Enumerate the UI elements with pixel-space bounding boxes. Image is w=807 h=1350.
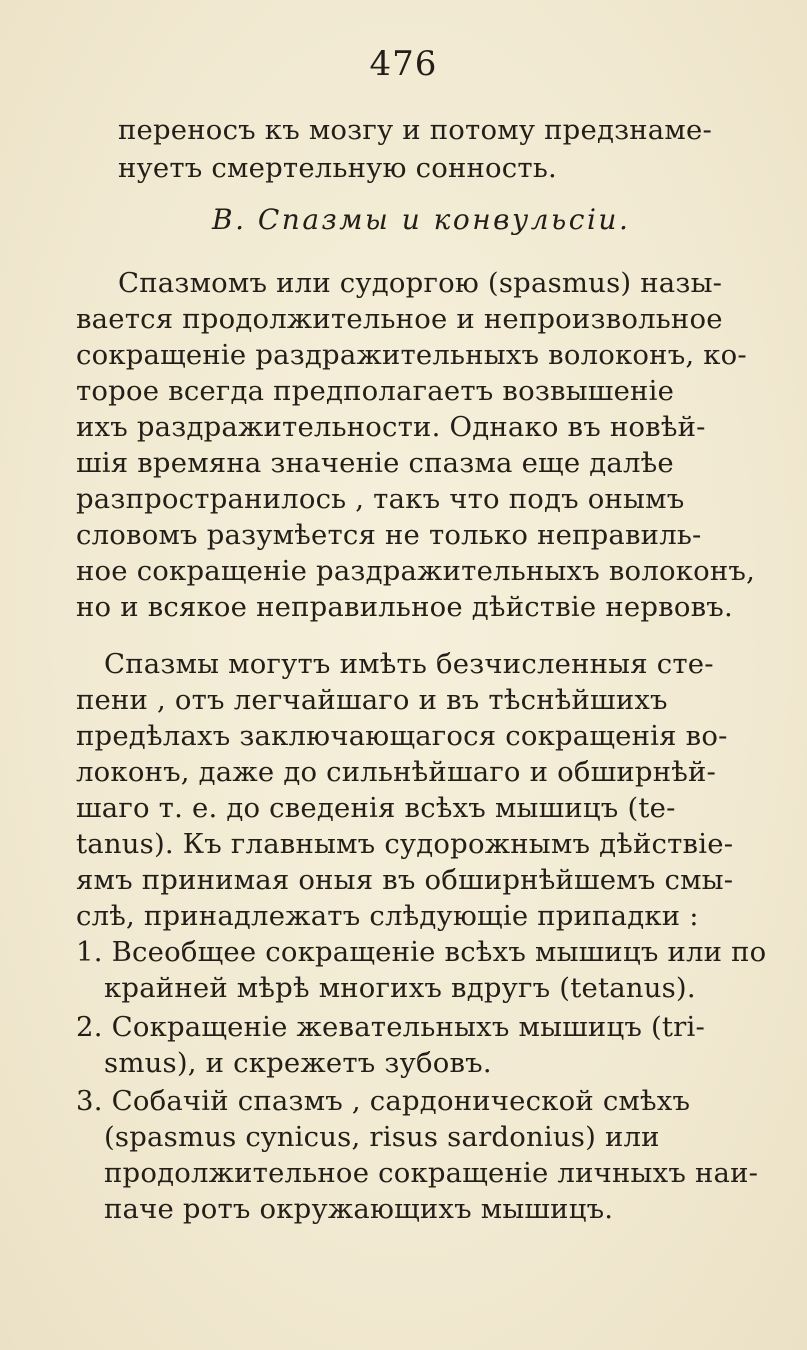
text-line-20: ямъ принимая оныя въ обширнѣйшемъ смы- [76, 864, 734, 896]
text-line-15: пени , отъ легчайшаго и въ тѣснѣйшихъ [76, 684, 668, 716]
text-line-12: ное сокращеніе раздражительныхъ волоконъ, [76, 555, 756, 587]
text-line-6: сокращеніе раздражительныхъ волоконъ, ко- [76, 339, 747, 371]
text-line-9: шія времяна значеніе спазма еще далѣе [76, 447, 674, 479]
text-line-5: вается продолжительное и непроизвольное [76, 303, 723, 335]
list-item-2-line-2: smus), и скрежетъ зубовъ. [104, 1047, 492, 1079]
page-number: 476 [369, 44, 438, 84]
text-line-2: нуетъ смертельную сонность. [118, 152, 557, 184]
list-item-1-line-2: крайней мѣрѣ многихъ вдругъ (tetanus). [104, 972, 696, 1004]
section-heading: B. Спазмы и конвульсіи. [212, 203, 631, 236]
text-line-1: переносъ къ мозгу и потому предзнаме- [118, 114, 712, 146]
text-line-10: разпространилось , такъ что подъ онымъ [76, 483, 685, 515]
text-line-21: слѣ, принадлежатъ слѣдующіе припадки : [76, 900, 699, 932]
list-item-3-line-3: продолжительное сокращеніе личныхъ наи- [104, 1157, 759, 1189]
list-item-3-line-1: 3. Собачій спазмъ , сардонической смѣхъ [76, 1085, 691, 1117]
list-item-3-line-4: паче ротъ окружающихъ мышицъ. [104, 1193, 614, 1225]
text-line-7: торое всегда предполагаетъ возвышеніе [76, 375, 675, 407]
text-line-19: tanus). Къ главнымъ судорожнымъ дѣйствіе- [76, 828, 734, 860]
text-line-13: но и всякое неправильное дѣйствіе нервовъ. [76, 591, 733, 623]
list-item-1-line-1: 1. Всеобщее сокращеніе всѣхъ мышицъ или по [76, 936, 767, 968]
list-item-3-line-2: (spasmus cynicus, risus sardonius) или [104, 1121, 660, 1153]
text-line-16: предѣлахъ заключающагося сокращенія во- [76, 720, 728, 752]
text-line-11: словомъ разумѣется не только неправиль- [76, 519, 702, 551]
list-item-2-line-1: 2. Сокращеніе жевательныхъ мышицъ (tri- [76, 1011, 705, 1043]
text-line-4: Спазмомъ или судоргою (spasmus) назы- [118, 267, 723, 299]
text-line-17: локонъ, даже до сильнѣйшаго и обширнѣй- [76, 756, 717, 788]
text-line-18: шаго т. е. до сведенія всѣхъ мышицъ (te- [76, 792, 676, 824]
text-line-14: Спазмы могутъ имѣть безчисленныя сте- [104, 648, 714, 680]
text-line-8: ихъ раздражительности. Однако въ новѣй- [76, 411, 706, 443]
